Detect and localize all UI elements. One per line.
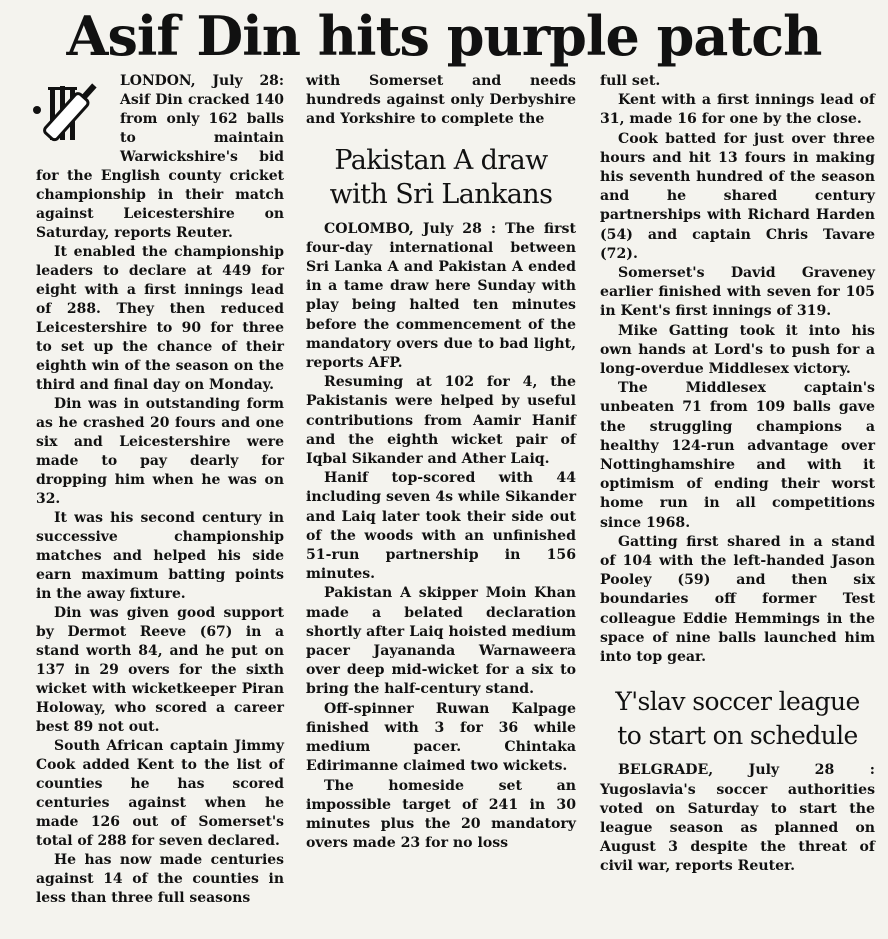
- story3-headline: Y'slav soccer league to start on schedule: [615, 687, 860, 751]
- story1-paragraph-7: He has now made centuries against 14 of the counties in less than three full seasons: [36, 852, 284, 906]
- story1-paragraph-14: Gatting first shared in a stand of 104 with the left-handed Jason Pooley (59) and then six boundaries off former Test colleague Eddie Hemmings in the space of nine balls launched him into top gear.: [600, 533, 875, 666]
- story1-paragraph-5: Din was given good support by Dermot Reeve (67) in a stand worth 84, and he put on 137 in 29 overs for the sixth wicket with wicketkeeper Piran Holoway, who scored a career best 89 not out.: [36, 605, 284, 735]
- story1-paragraph-9: Kent with a first innings lead of 31, made 16 for one by the close.: [600, 92, 875, 128]
- story1-paragraph-7-cont: with Somerset and needs hundreds against only Derbyshire and Yorkshire to complete the: [306, 73, 576, 128]
- story1-paragraph-13: The Middlesex captain's unbeaten 71 from 109 balls gave the struggling champions a healthy 124-run advantage over Nottinghamshire and with it optimism of ending their worst home run in all competitions since 1968.: [600, 380, 875, 531]
- story1-paragraph-11: Somerset's David Graveney earlier finished with seven for 105 in Kent's first innings of 319.: [600, 265, 875, 320]
- story2-paragraph-5: Off-spinner Ruwan Kalpage finished with 3 for 36 while medium pacer. Chintaka Edirimanne claimed two wickets.: [306, 700, 576, 775]
- story1-paragraph-6: South African captain Jimmy Cook added Kent to the list of counties he has scored centuries against when he made 126 out of Somerset's total of 288 for seven declared.: [36, 738, 284, 849]
- story2-paragraph-4: Pakistan A skipper Moin Khan made a belated declaration shortly after Laiq hoisted medium pacer Jayananda Warnaweera over deep mid-wicket for a six to bring the half-century stand.: [306, 585, 576, 698]
- cricket-stumps-and-bat-icon: [30, 72, 114, 156]
- column-3: [600, 72, 875, 877]
- story2-paragraph-6: The homeside set an impossible target of 241 in 30 minutes plus the 20 mandatory overs made 23 for no loss: [306, 777, 576, 852]
- story1-paragraph-1: LONDON, July 28: Asif Din cracked 140 from only 162 balls to maintain Warwickshire's bid for the English county cricket championship in their match against Leicestershire on Saturday, reports Reuter.: [36, 73, 284, 241]
- story1-paragraph-12: Mike Gatting took it into his own hands at Lord's to push for a long-overdue Middlesex victory.: [600, 322, 875, 378]
- story2-paragraph-2: Resuming at 102 for 4, the Pakistanis were helped by useful contributions from Aamir Hanif and the eighth wicket pair of Iqbal Sikander and Ather Laiq.: [306, 374, 576, 468]
- page-headline: Asif Din hits purple patch: [66, 4, 822, 68]
- story2-paragraph-3: Hanif top-scored with 44 including seven 4s while Sikander and Laiq later took their side out of the woods with an unfinished 51-run partnership in 156 minutes.: [306, 470, 576, 583]
- story1-paragraph-4: It was his second century in successive championship matches and helped his side earn maximum batting points in the away fixture.: [36, 510, 284, 602]
- column-1: [36, 72, 284, 908]
- story1-paragraph-2: It enabled the championship leaders to declare at 449 for eight with a first innings lead of 288. They then reduced Leicestershire to 90 for three to set up the chance of their eighth win of the season on the third and final day on Monday.: [36, 244, 284, 393]
- column-2: [306, 72, 576, 853]
- story1-paragraph-10: Cook batted for just over three hours and hit 13 fours in making his seventh hundred of the season and he shared century partnerships with Richard Harden (54) and captain Chris Tavare (72).: [600, 130, 875, 262]
- story2-paragraph-1: COLOMBO, July 28 : The first four-day international between Sri Lanka A and Pakistan A ended in a tame draw here Sunday with play being halted ten minutes before the commencement of the mandatory overs due to bad light, reports AFP.: [306, 220, 576, 372]
- story3-dateline: BELGRADE, July 28 :: [618, 762, 875, 779]
- story1-paragraph-3: Din was in outstanding form as he crashed 20 fours and one six and Leicestershire were made to pay dearly for dropping him when he was on 32.: [36, 396, 284, 507]
- story2-dateline: COLOMBO, July 28 :: [324, 220, 497, 237]
- story2-headline: Pakistan A draw with Sri Lankans: [329, 144, 553, 210]
- story1-paragraph-8-cont: full set.: [600, 73, 661, 89]
- story3-paragraph-1: BELGRADE, July 28 : Yugoslavia's soccer authorities voted on Saturday to start the league season as planned on August 3 despite the threat of civil war, reports Reuter.: [600, 762, 875, 875]
- story1-dateline: LONDON, July 28:: [120, 73, 284, 89]
